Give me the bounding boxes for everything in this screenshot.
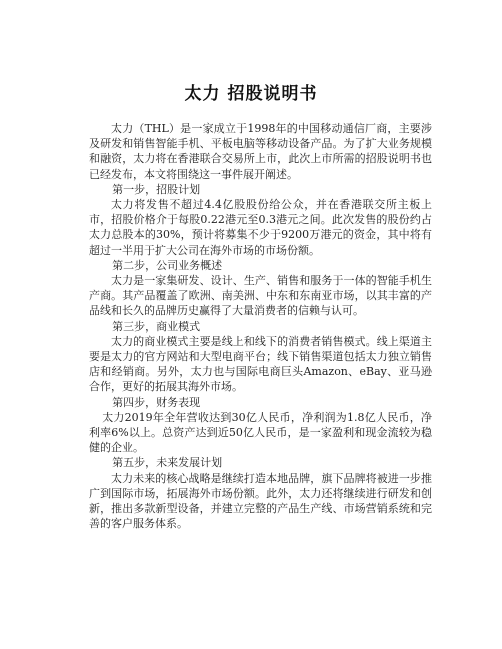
document-title: 太力 招股说明书 — [184, 84, 318, 104]
section-heading-business: 第二步，公司业务概述 — [112, 258, 223, 272]
section-text-business: 太力是一家集研发、设计、生产、销售和服务于一体的智能手机生产商。其产品覆盖了欧洲、南美洲、中东和东南亚市场，以其丰富的产品线和长久的品牌历史赢得了大量消费者的信赖与认可。 — [89, 274, 432, 318]
section-text-future: 太力未来的核心战略是继续打造本地品牌，旗下品牌将被进一步推广到国际市场，拓展海外市场份额。此外，太力还将继续进行研发和创新，推出多款新型设备，并建立完整的产品生产线、市场营销系统和完善的客户服务体系。 — [89, 471, 432, 531]
intro-paragraph: 太力（THL）是一家成立于1998年的中国移动通信厂商，主要涉及研发和销售智能手机、平板电脑等移动设备产品。为了扩大业务规模和融资，太力将在香港联合交易所上市，此次上市所需的招股说明书也已经发布，本文将围绕这一事件展开阐述。 — [89, 122, 432, 181]
section-heading-future: 第五步，未来发展计划 — [112, 456, 223, 470]
section-text-finance: 太力2019年全年营收达到30亿人民币，净利润为1.8亿人民币，净利率6%以上。总资产达到近50亿人民币，是一家盈利和现金流较为稳健的企业。 — [89, 410, 432, 455]
section-heading-model: 第三步，商业模式 — [112, 319, 201, 333]
document-body — [89, 121, 432, 531]
section-text-model: 太力的商业模式主要是线上和线下的消费者销售模式。线上渠道主要是太力的官方网站和大型电商平台；线下销售渠道包括太力独立销售店和经销商。另外，太力也与国际电商巨头Amazon、eBay、亚马逊合作，更好的拓展其海外市场。 — [89, 334, 432, 394]
section-heading-plan: 第一步，招股计划 — [112, 182, 201, 196]
section-text-plan: 太力将发售不超过4.4亿股股份给公众，并在香港联交所主板上市，招股价格介于每股0.22港元至0.3港元之间。此次发售的股份约占太力总股本的30%，预计将募集不少于9200万港元的资金，其中将有超过一半用于扩大公司在海外市场的市场份额。 — [89, 198, 432, 257]
section-heading-finance: 第四步，财务表现 — [112, 395, 201, 409]
